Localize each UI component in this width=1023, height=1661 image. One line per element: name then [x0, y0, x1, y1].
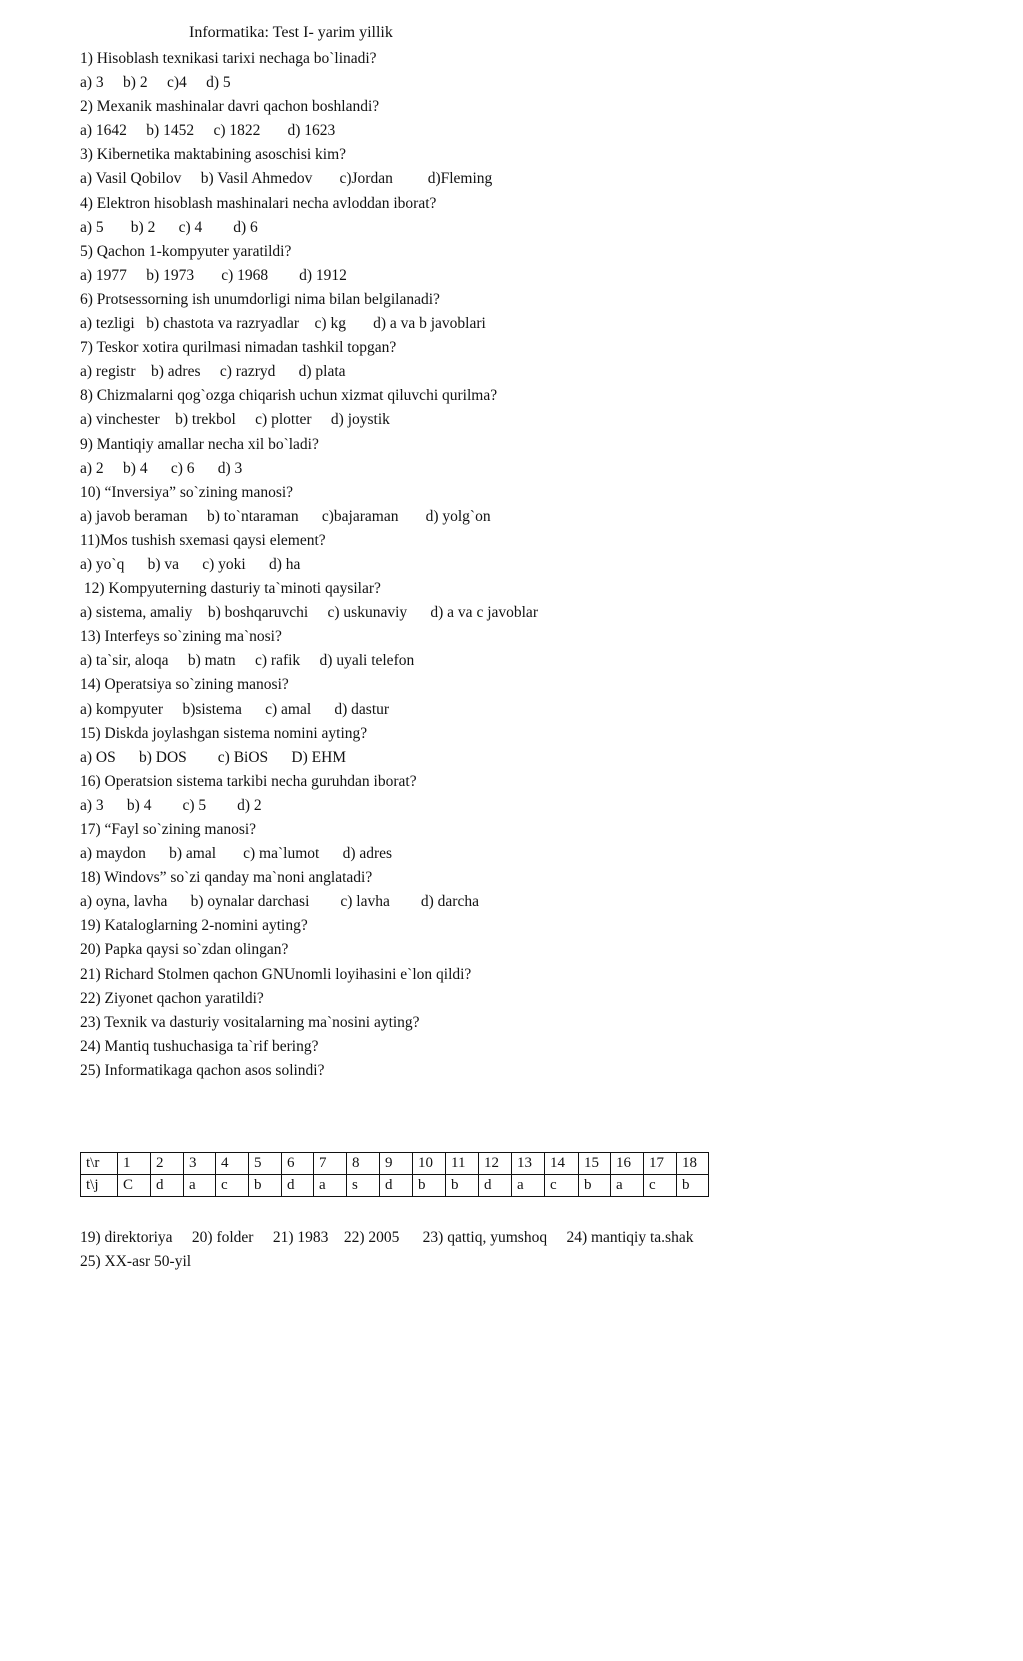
question-number-cell: 3 — [184, 1153, 216, 1175]
answer-cell: a — [512, 1175, 545, 1197]
answer-cell: c — [644, 1175, 677, 1197]
answer-cell: d — [282, 1175, 314, 1197]
table-row-label: t\j — [81, 1175, 118, 1197]
options-line: a) ta`sir, aloqa b) matn c) rafik d) uyali telefon — [80, 652, 415, 670]
answer-cell: b — [413, 1175, 446, 1197]
question-line: 6) Protsessorning ish unumdorligi nima bilan belgilanadi? — [80, 290, 440, 308]
question-line: 16) Operatsion sistema tarkibi necha guruhdan iborat? — [80, 772, 417, 790]
answer-cell: c — [216, 1175, 249, 1197]
question-number-cell: 8 — [347, 1153, 380, 1175]
answer-cell: d — [479, 1175, 512, 1197]
page-title: Informatika: Test I- yarim yillik — [189, 24, 393, 41]
question-number-cell: 1 — [118, 1153, 151, 1175]
question-line: 10) “Inversiya” so`zining manosi? — [80, 483, 294, 501]
answer-cell: a — [184, 1175, 216, 1197]
question-number-cell: 12 — [479, 1153, 512, 1175]
question-number-cell: 13 — [512, 1153, 545, 1175]
question-line: 14) Operatsiya so`zining manosi? — [80, 676, 289, 694]
question-line: 4) Elektron hisoblash mashinalari necha avloddan iborat? — [80, 194, 437, 212]
question-line: 18) Windovs” so`zi qanday ma`noni anglatadi? — [80, 869, 373, 887]
answer-cell: a — [611, 1175, 644, 1197]
question-line: 11)Mos tushish sxemasi qaysi element? — [80, 531, 326, 549]
answer-cell: d — [151, 1175, 184, 1197]
question-line: 13) Interfeys so`zining ma`nosi? — [80, 628, 282, 646]
options-line: a) tezligi b) chastota va razryadlar c) kg d) a va b javoblari — [80, 315, 486, 333]
question-number-cell: 2 — [151, 1153, 184, 1175]
question-number-cell: 17 — [644, 1153, 677, 1175]
table-row-label: t\r — [81, 1153, 118, 1175]
question-line: 12) Kompyuterning dasturiy ta`minoti qaysilar? — [80, 580, 381, 598]
options-line: a) 1642 b) 1452 c) 1822 d) 1623 — [80, 122, 336, 140]
question-number-cell: 10 — [413, 1153, 446, 1175]
options-line: a) oyna, lavha b) oynalar darchasi c) lavha d) darcha — [80, 893, 479, 911]
questions-list — [80, 47, 980, 1083]
answer-cell: d — [380, 1175, 413, 1197]
answer-cell: c — [545, 1175, 579, 1197]
options-line: a) yo`q b) va c) yoki d) ha — [80, 555, 301, 573]
answer-cell: b — [249, 1175, 282, 1197]
options-line: a) registr b) adres c) razryd d) plata — [80, 363, 346, 381]
question-number-cell: 5 — [249, 1153, 282, 1175]
question-number-cell: 16 — [611, 1153, 644, 1175]
question-line: 19) Kataloglarning 2-nomini ayting? — [80, 917, 308, 935]
options-line: a) vinchester b) trekbol c) plotter d) joystik — [80, 411, 390, 429]
footer-answer-line: 19) direktoriya 20) folder 21) 1983 22) 2005 23) qattiq, yumshoq 24) mantiqiy ta.shak — [80, 1229, 694, 1246]
question-line: 24) Mantiq tushuchasiga ta`rif bering? — [80, 1037, 319, 1055]
question-number-cell: 7 — [314, 1153, 347, 1175]
question-line: 8) Chizmalarni qog`ozga chiqarish uchun xizmat qiluvchi qurilma? — [80, 387, 498, 405]
options-line: a) sistema, amaliy b) boshqaruvchi c) uskunaviy d) a va c javoblar — [80, 604, 538, 622]
options-line: a) 3 b) 4 c) 5 d) 2 — [80, 796, 262, 814]
question-line: 2) Mexanik mashinalar davri qachon boshlandi? — [80, 98, 380, 116]
question-line: 21) Richard Stolmen qachon GNUnomli loyihasini e`lon qildi? — [80, 965, 472, 983]
answer-table-row-answers — [81, 1175, 709, 1197]
answer-table-row-numbers — [81, 1153, 709, 1175]
answer-cell: b — [446, 1175, 479, 1197]
answer-cell: s — [347, 1175, 380, 1197]
options-line: a) javob beraman b) to`ntaraman c)bajaraman d) yolg`on — [80, 507, 491, 525]
answer-cell: b — [677, 1175, 709, 1197]
question-number-cell: 9 — [380, 1153, 413, 1175]
answers-footer — [80, 1226, 980, 1274]
question-line: 15) Diskda joylashgan sistema nomini ayting? — [80, 724, 368, 742]
question-line: 1) Hisoblash texnikasi tarixi nechaga bo`linadi? — [80, 50, 377, 67]
options-line: a) 2 b) 4 c) 6 d) 3 — [80, 459, 243, 477]
options-line: a) 5 b) 2 c) 4 d) 6 — [80, 218, 258, 236]
question-number-cell: 15 — [579, 1153, 611, 1175]
question-number-cell: 11 — [446, 1153, 479, 1175]
question-line: 3) Kibernetika maktabining asoschisi kim? — [80, 146, 347, 164]
options-line: a) OS b) DOS c) BiOS D) EHM — [80, 748, 347, 766]
options-line: a) 3 b) 2 c)4 d) 5 — [80, 74, 231, 92]
question-number-cell: 14 — [545, 1153, 579, 1175]
options-line: a) maydon b) amal c) ma`lumot d) adres — [80, 845, 393, 863]
question-number-cell: 18 — [677, 1153, 709, 1175]
options-line: a) 1977 b) 1973 c) 1968 d) 1912 — [80, 266, 347, 284]
question-line: 9) Mantiqiy amallar necha xil bo`ladi? — [80, 435, 319, 453]
question-line: 25) Informatikaga qachon asos solindi? — [80, 1061, 325, 1079]
question-line: 17) “Fayl so`zining manosi? — [80, 821, 257, 838]
question-line: 5) Qachon 1-kompyuter yaratildi? — [80, 242, 292, 260]
answer-cell: C — [118, 1175, 151, 1197]
answer-key-table — [80, 1152, 709, 1197]
answer-cell: b — [579, 1175, 611, 1197]
question-line: 23) Texnik va dasturiy vositalarning ma`nosini ayting? — [80, 1013, 420, 1031]
question-line: 20) Papka qaysi so`zdan olingan? — [80, 941, 289, 959]
answer-cell: a — [314, 1175, 347, 1197]
options-line: a) Vasil Qobilov b) Vasil Ahmedov c)Jordan d)Fleming — [80, 170, 493, 188]
options-line: a) kompyuter b)sistema c) amal d) dastur — [80, 700, 390, 718]
question-number-cell: 4 — [216, 1153, 249, 1175]
question-number-cell: 6 — [282, 1153, 314, 1175]
question-line: 7) Teskor xotira qurilmasi nimadan tashkil topgan? — [80, 339, 397, 357]
footer-answer-line: 25) XX-asr 50-yil — [80, 1253, 192, 1271]
question-line: 22) Ziyonet qachon yaratildi? — [80, 989, 264, 1007]
